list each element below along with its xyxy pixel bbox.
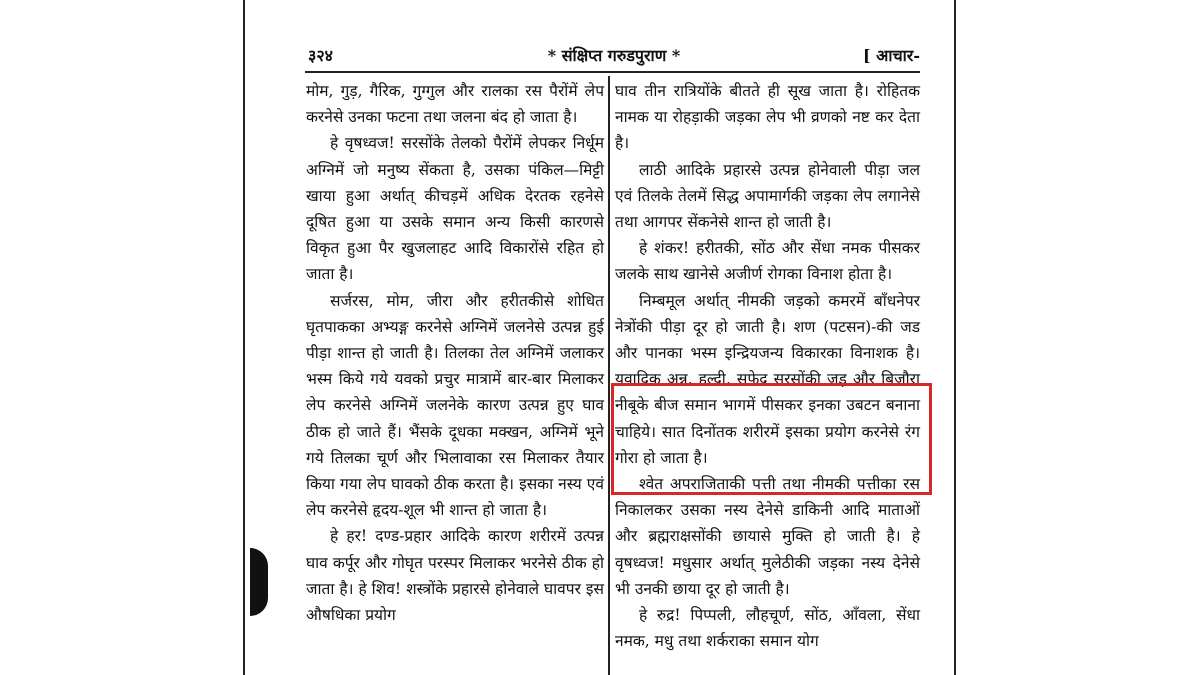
- paragraph: श्वेत अपराजिताकी पत्ती तथा नीमकी पत्तीका रस निकालकर उसका नस्य देनेसे डाकिनी आदि माताओं और ब्रह्मराक्षसोंकी छायासे मुक्ति हो जाती है। हे वृषध्वज! मधुसार अर्थात् मुलेठीकी जड़का नस्य देनेसे भी उनकी छाया दूर हो जाती है।: [615, 475, 920, 598]
- section-heading: [ आचार-: [863, 46, 920, 65]
- paragraph: मोम, गुड़, गैरिक, गुग्गुल और रालका रस पैरोंमें लेप करनेसे उनका फटना तथा जलना बंद हो जाता है।: [306, 82, 604, 127]
- paragraph: घाव तीन रात्रियोंके बीतते ही सूख जाता है। रोहितक नामक या रोहड़ाकी जड़का लेप भी व्रणको नष्ट कर देता है।: [615, 82, 920, 153]
- paragraph: हे रुद्र! पिप्पली, लौहचूर्ण, सोंठ, आँवला, सेंधा नमक, मधु तथा शर्कराका समान योग: [615, 606, 920, 651]
- page-header: [308, 44, 920, 66]
- column-divider: [608, 76, 610, 675]
- page-number: ३२४: [308, 46, 333, 65]
- header-rule: [305, 71, 920, 73]
- binding-shadow: [250, 548, 268, 616]
- page-right-edge: [954, 0, 956, 675]
- right-column: [615, 78, 920, 654]
- paragraph: हे शंकर! हरीतकी, सोंठ और सेंधा नमक पीसकर जलके साथ खानेसे अजीर्ण रोगका विनाश होता है।: [615, 239, 920, 284]
- paragraph: हे वृषध्वज! सरसोंके तेलको पैरोंमें लेपकर निर्धूम अग्निमें जो मनुष्य सेंकता है, उसका पंकिल—मिट्टी खाया हुआ अर्थात् कीचड़में अधिक देरतक रहनेसे दूषित हुआ या उसके समान अन्य किसी कारणसे विकृत हुआ पैर खुजलाहट आदि विकारोंसे रहित हो जाता है।: [306, 134, 604, 284]
- paragraph: निम्बमूल अर्थात् नीमकी जड़को कमरमें बाँधनेपर नेत्रोंकी पीड़ा दूर हो जाती है। शण (पटसन)-की जड और पानका भस्म इन्द्रियजन्य विकारका विनाशक है। यवादिक अन्न, हल्दी, सफेद सरसोंकी जड़ और बिजौरा नीबूके बीज समान भागमें पीसकर इनका उबटन बनाना चाहिये। सात दिनोंतक शरीरमें इसका प्रयोग करनेसे रंग गोरा हो जाता है।: [615, 291, 920, 467]
- left-column: [306, 78, 604, 628]
- book-title: * संक्षिप्त गरुडपुराण *: [547, 46, 681, 65]
- paragraph: हे हर! दण्ड-प्रहार आदिके कारण शरीरमें उत्पन्न घाव कर्पूर और गोघृत परस्पर मिलाकर भरनेसे ठीक हो जाता है। हे शिव! शस्त्रोंके प्रहारसे होनेवाले घावपर इस औषधिका प्रयोग: [306, 527, 604, 625]
- page-left-edge: [243, 0, 245, 675]
- paragraph: लाठी आदिके प्रहारसे उत्पन्न होनेवाली पीड़ा जल एवं तिलके तेलमें सिद्ध अपामार्गकी जड़का लेप लगानेसे तथा आगपर सेंकनेसे शान्त हो जाती है।: [615, 160, 920, 232]
- paragraph: सर्जरस, मोम, जीरा और हरीतकीसे शोधित घृतपाकका अभ्यङ्ग करनेसे अग्निमें जलनेसे उत्पन्न हुई पीड़ा शान्त हो जाती है। तिलका तेल अग्निमें जलाकर भस्म किये गये यवको प्रचुर मात्रामें बार-बार मिलाकर लेप करनेसे अग्निमें जलनेके कारण उत्पन्न हुए घाव ठीक हो जाते हैं। भैंसके दूधका मक्खन, अग्निमें भूने गये तिलका चूर्ण और भिलावाका रस मिलाकर तैयार किया गया लेप घावको ठीक करता है। इसका नस्य एवं लेप करनेसे हृदय-शूल भी शान्त हो जाता है।: [306, 291, 604, 520]
- highlight-box: [611, 383, 932, 495]
